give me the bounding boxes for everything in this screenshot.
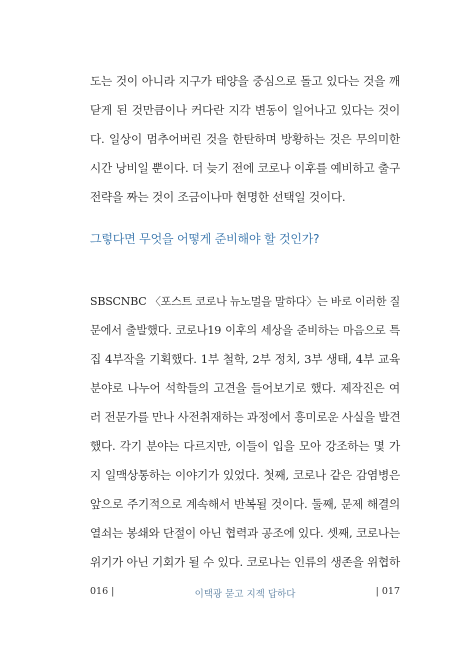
text-line: 했다. 각기 분야는 다르지만, 이들이 입을 모아 강조하는 몇 가 [90,439,400,453]
text-line: 문에서 출발했다. 코로나19 이후의 세상을 준비하는 마음으로 특 [90,324,400,337]
running-title: 이택광 묻고 지젝 답하다 [194,589,296,600]
left-page-number: 016 | [90,586,115,597]
text-line: 닫게 된 것만큼이나 커다란 지각 변동이 일어나고 있다는 것이 [90,103,400,117]
paragraph-2 [90,287,400,577]
page-footer [90,586,400,602]
text-line: 시간 낭비일 뿐이다. 더 늦기 전에 코로나 이후를 예비하고 출구 [90,161,400,175]
text-line: 분야로 나누어 석학들의 고견을 들어보기로 했다. 제작진은 여 [90,381,400,395]
text-line: 러 전문가를 만나 사전취재하는 과정에서 흥미로운 사실을 발견 [90,410,401,424]
text-line: 다. 일상이 멈추어버린 것을 한탄하며 방황하는 것은 무의미한 [90,132,400,146]
paragraph-1 [90,67,400,212]
section-heading: 그렇다면 무엇을 어떻게 준비해야 할 것인가? [90,232,320,246]
text-line: SBSCNBC 〈포스트 코로나 뉴노멀을 말하다〉는 바로 이러한 질 [90,295,400,308]
right-page-number: | 017 [375,586,400,597]
text-line: 지 일맥상통하는 이야기가 있었다. 첫째, 코로나 같은 감염병은 [90,468,400,482]
text-line: 앞으로 주기적으로 계속해서 반복될 것이다. 둘째, 문제 해결의 [90,497,400,511]
text-line: 도는 것이 아니라 지구가 태양을 중심으로 돌고 있다는 것을 깨 [90,74,400,88]
text-line: 집 4부작을 기획했다. 1부 철학, 2부 정치, 3부 생태, 4부 교육 [90,352,400,366]
text-line: 열쇠는 봉쇄와 단절이 아닌 협력과 공조에 있다. 셋째, 코로나는 [90,526,400,540]
text-line: 위기가 아닌 기회가 될 수 있다. 코로나는 인류의 생존을 위협하 [90,555,400,569]
text-line: 전략을 짜는 것이 조금이나마 현명한 선택일 것이다. [90,190,346,204]
